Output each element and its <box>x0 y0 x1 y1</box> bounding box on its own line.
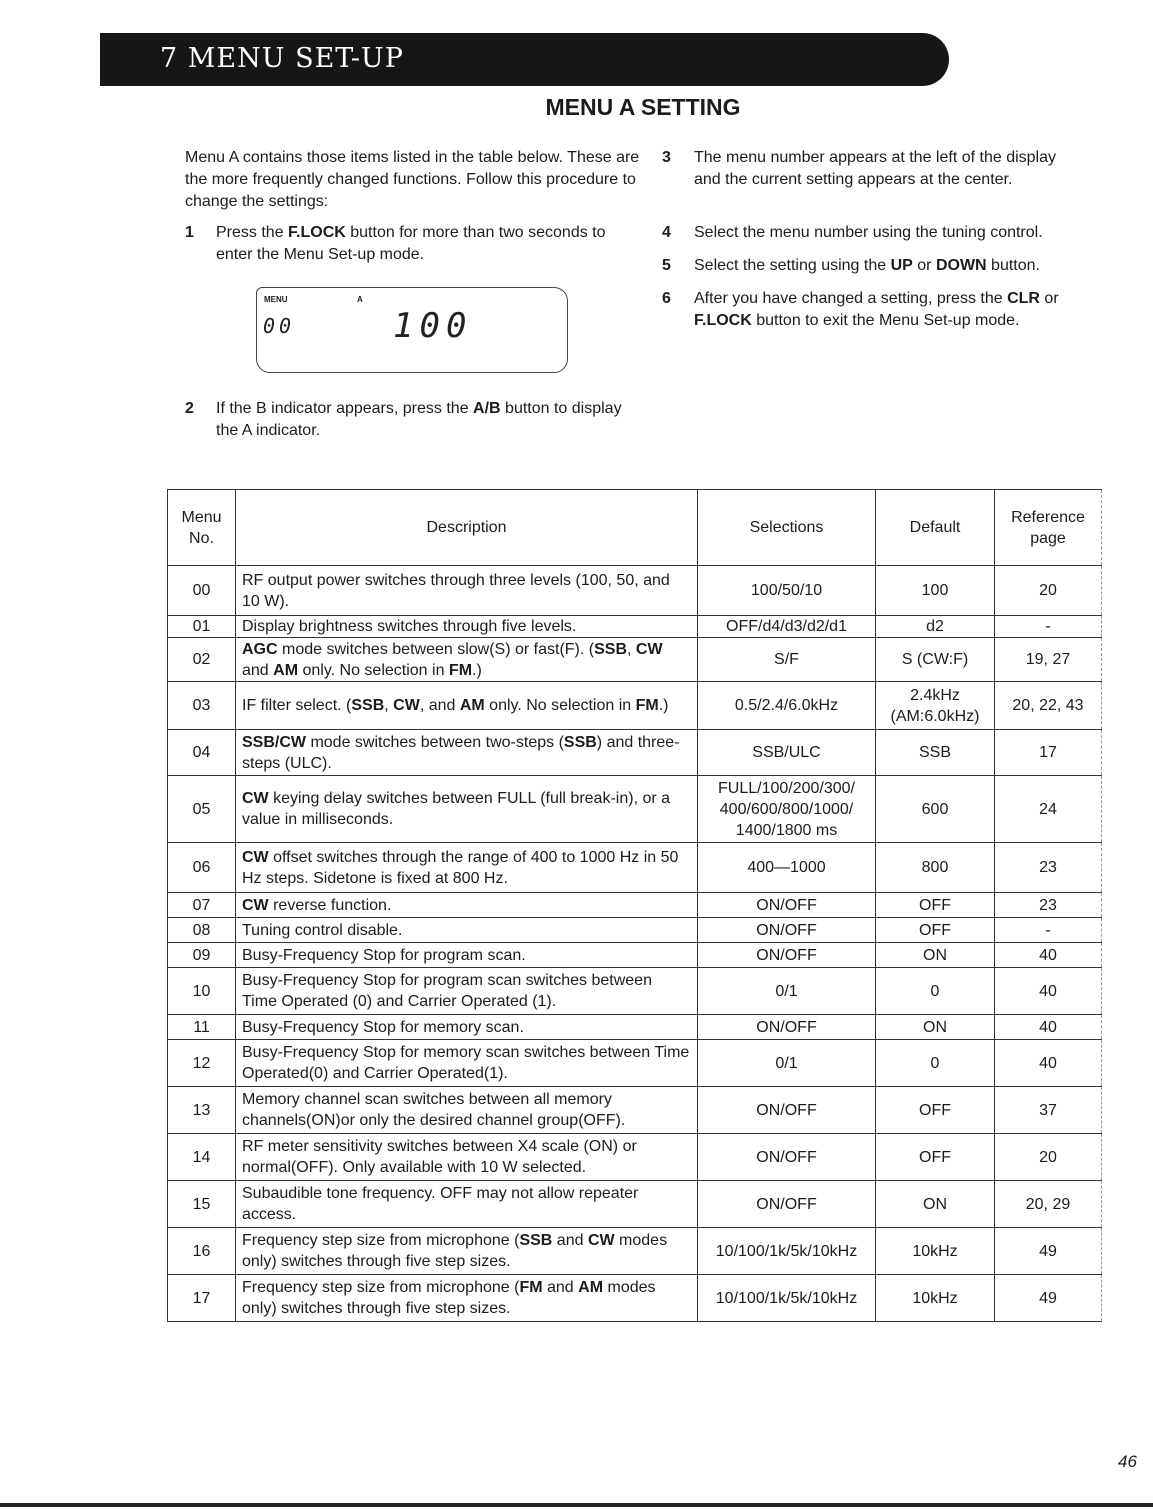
key-name: A/B <box>473 400 501 417</box>
selections-cell: ON/OFF <box>698 1015 876 1040</box>
table-row <box>168 566 1102 616</box>
default-cell: 0 <box>876 968 995 1015</box>
default-cell: S (CW:F) <box>876 638 995 682</box>
table-row <box>168 776 1102 843</box>
description-cell: CW offset switches through the range of 400 to 1000 Hz in 50 Hz steps. Sidetone is fixed at 800 Hz. <box>236 843 698 893</box>
reference-cell: 37 <box>995 1087 1102 1134</box>
selections-cell: ON/OFF <box>698 918 876 943</box>
page-number: 46 <box>1118 1452 1137 1471</box>
menu-number-cell: 16 <box>168 1228 236 1275</box>
header-menu-no: Menu No. <box>168 490 236 566</box>
reference-cell: - <box>995 918 1102 943</box>
description-cell: CW keying delay switches between FULL (full break-in), or a value in milliseconds. <box>236 776 698 843</box>
step-text-part: or <box>1039 290 1059 307</box>
description-cell: Subaudible tone frequency. OFF may not allow repeater access. <box>236 1181 698 1228</box>
table-row <box>168 943 1102 968</box>
selections-cell: 0/1 <box>698 968 876 1015</box>
table-row <box>168 638 1102 682</box>
selections-cell: 10/100/1k/5k/10kHz <box>698 1228 876 1275</box>
description-cell: Busy-Frequency Stop for memory scan. <box>236 1015 698 1040</box>
selections-cell: ON/OFF <box>698 1134 876 1181</box>
default-cell: d2 <box>876 616 995 638</box>
step-number: 2 <box>185 400 194 417</box>
lcd-a-indicator: A <box>357 295 363 304</box>
reference-cell: 17 <box>995 730 1102 776</box>
table-row <box>168 893 1102 918</box>
step-text <box>694 288 1094 332</box>
default-cell: 0 <box>876 1040 995 1087</box>
table-row <box>168 918 1102 943</box>
description-cell: Busy-Frequency Stop for program scan switches between Time Operated (0) and Carrier Operated (1). <box>236 968 698 1015</box>
default-cell: ON <box>876 943 995 968</box>
step-text <box>216 398 626 442</box>
table-row <box>168 1040 1102 1087</box>
reference-cell: 20, 29 <box>995 1181 1102 1228</box>
step-text: Select the menu number using the tuning control. <box>694 224 1043 241</box>
default-cell: OFF <box>876 1134 995 1181</box>
selections-cell: 400—1000 <box>698 843 876 893</box>
reference-cell: 49 <box>995 1228 1102 1275</box>
chapter-title: 7 MENU SET-UP <box>160 43 404 74</box>
selections-cell: SSB/ULC <box>698 730 876 776</box>
step-2 <box>185 398 645 444</box>
reference-cell: 19, 27 <box>995 638 1102 682</box>
selections-cell: ON/OFF <box>698 1181 876 1228</box>
menu-number-cell: 17 <box>168 1275 236 1322</box>
menu-number-cell: 15 <box>168 1181 236 1228</box>
default-cell: 800 <box>876 843 995 893</box>
menu-number-cell: 07 <box>168 893 236 918</box>
table-row <box>168 1275 1102 1322</box>
default-cell: ON <box>876 1181 995 1228</box>
description-cell: Memory channel scan switches between all memory channels(ON)or only the desired channel group(OFF). <box>236 1087 698 1134</box>
menu-number-cell: 09 <box>168 943 236 968</box>
table-row <box>168 968 1102 1015</box>
reference-cell: 40 <box>995 968 1102 1015</box>
step-3 <box>662 147 1102 213</box>
reference-cell: 20 <box>995 1134 1102 1181</box>
menu-number-cell: 06 <box>168 843 236 893</box>
default-cell: OFF <box>876 918 995 943</box>
step-text-part: button to exit the Menu Set-up mode. <box>751 312 1020 329</box>
selections-cell: 0.5/2.4/6.0kHz <box>698 682 876 730</box>
default-cell: 100 <box>876 566 995 616</box>
selections-cell: 100/50/10 <box>698 566 876 616</box>
header-selections: Selections <box>698 490 876 566</box>
selections-cell: S/F <box>698 638 876 682</box>
description-cell: Busy-Frequency Stop for memory scan switches between Time Operated(0) and Carrier Operated(1). <box>236 1040 698 1087</box>
step-text-part: Press the <box>216 224 289 241</box>
chapter-banner <box>100 33 949 86</box>
description-cell: CW reverse function. <box>236 893 698 918</box>
header-default: Default <box>876 490 995 566</box>
step-text <box>694 255 1099 277</box>
table-body <box>168 566 1102 1322</box>
table-row <box>168 1015 1102 1040</box>
menu-number-cell: 05 <box>168 776 236 843</box>
default-cell: OFF <box>876 893 995 918</box>
table-row <box>168 730 1102 776</box>
reference-cell: 20, 22, 43 <box>995 682 1102 730</box>
step-5 <box>662 255 1102 277</box>
bottom-rule <box>0 1503 1153 1507</box>
table-row <box>168 1228 1102 1275</box>
lcd-display <box>256 287 568 373</box>
reference-cell: 23 <box>995 843 1102 893</box>
table-row <box>168 1134 1102 1181</box>
table-row <box>168 1087 1102 1134</box>
menu-number-cell: 03 <box>168 682 236 730</box>
menu-number-cell: 12 <box>168 1040 236 1087</box>
lcd-menu-indicator: MENU <box>264 295 288 304</box>
key-name: DOWN <box>935 257 987 274</box>
description-cell: Display brightness switches through five levels. <box>236 616 698 638</box>
description-cell: Tuning control disable. <box>236 918 698 943</box>
table-row <box>168 616 1102 638</box>
default-cell: 10kHz <box>876 1228 995 1275</box>
page-title: MENU A SETTING <box>545 94 741 120</box>
menu-number-cell: 02 <box>168 638 236 682</box>
description-cell: Frequency step size from microphone (FM and AM modes only) switches through five step sizes. <box>236 1275 698 1322</box>
reference-cell: 40 <box>995 943 1102 968</box>
key-name: UP <box>890 257 913 274</box>
default-cell: ON <box>876 1015 995 1040</box>
menu-number-cell: 10 <box>168 968 236 1015</box>
step-text-part: Select the setting using the <box>694 257 891 274</box>
step-6 <box>662 288 1102 332</box>
selections-cell: ON/OFF <box>698 943 876 968</box>
step-number: 5 <box>662 257 671 274</box>
selections-cell: OFF/d4/d3/d2/d1 <box>698 616 876 638</box>
lcd-menu-number: 00 <box>263 314 296 338</box>
header-description: Description <box>236 490 698 566</box>
menu-number-cell: 13 <box>168 1087 236 1134</box>
menu-number-cell: 11 <box>168 1015 236 1040</box>
step-number: 1 <box>185 224 194 241</box>
reference-cell: 49 <box>995 1275 1102 1322</box>
selections-cell: ON/OFF <box>698 893 876 918</box>
menu-number-cell: 01 <box>168 616 236 638</box>
selections-cell: 10/100/1k/5k/10kHz <box>698 1275 876 1322</box>
default-cell: 2.4kHz (AM:6.0kHz) <box>876 682 995 730</box>
header-reference-page: Reference page <box>995 490 1102 566</box>
table-header-row <box>168 490 1102 566</box>
step-text-part: After you have changed a setting, press the <box>694 290 1008 307</box>
default-cell: OFF <box>876 1087 995 1134</box>
menu-number-cell: 00 <box>168 566 236 616</box>
table-row <box>168 843 1102 893</box>
step-text-part: If the B indicator appears, press the <box>216 400 474 417</box>
step-number: 4 <box>662 224 671 241</box>
step-text-part: button to display the A indicator. <box>216 400 622 439</box>
step-text-part: or <box>912 257 936 274</box>
selections-cell: FULL/100/200/300/ 400/600/800/1000/ 1400/1800 ms <box>698 776 876 843</box>
table-row <box>168 682 1102 730</box>
menu-number-cell: 08 <box>168 918 236 943</box>
reference-cell: 23 <box>995 893 1102 918</box>
step-1 <box>185 222 645 268</box>
description-cell: Frequency step size from microphone (SSB and CW modes only) switches through five step sizes. <box>236 1228 698 1275</box>
description-cell: AGC mode switches between slow(S) or fast(F). (SSB, CW and AM only. No selection in FM.) <box>236 638 698 682</box>
reference-cell: 24 <box>995 776 1102 843</box>
description-cell: RF output power switches through three levels (100, 50, and 10 W). <box>236 566 698 616</box>
reference-cell: 20 <box>995 566 1102 616</box>
lcd-current-value: 100 <box>393 306 473 346</box>
intro-paragraph: Menu A contains those items listed in the table below. These are the more frequently changed functions. Follow this procedure to change the settings: <box>185 149 640 210</box>
key-name: CLR <box>1007 290 1040 307</box>
menu-number-cell: 04 <box>168 730 236 776</box>
default-cell: 600 <box>876 776 995 843</box>
description-cell: Busy-Frequency Stop for program scan. <box>236 943 698 968</box>
step-text: The menu number appears at the left of the display and the current setting appears at the center. <box>694 149 1056 188</box>
default-cell: SSB <box>876 730 995 776</box>
description-cell: IF filter select. (SSB, CW, and AM only. No selection in FM.) <box>236 682 698 730</box>
reference-cell: 40 <box>995 1015 1102 1040</box>
step-text-part: button for more than two seconds to enter the Menu Set-up mode. <box>216 224 606 263</box>
default-cell: 10kHz <box>876 1275 995 1322</box>
step-4 <box>662 222 1102 244</box>
reference-cell: - <box>995 616 1102 638</box>
step-number: 6 <box>662 290 671 307</box>
key-name: F.LOCK <box>288 224 346 241</box>
menu-a-table <box>167 489 1102 1322</box>
description-cell: RF meter sensitivity switches between X4 scale (ON) or normal(OFF). Only available with 10 W selected. <box>236 1134 698 1181</box>
key-name: F.LOCK <box>694 312 752 329</box>
step-number: 3 <box>662 149 671 166</box>
reference-cell: 40 <box>995 1040 1102 1087</box>
selections-cell: ON/OFF <box>698 1087 876 1134</box>
selections-cell: 0/1 <box>698 1040 876 1087</box>
description-cell: SSB/CW mode switches between two-steps (SSB) and three-steps (ULC). <box>236 730 698 776</box>
step-text <box>216 222 621 266</box>
menu-number-cell: 14 <box>168 1134 236 1181</box>
table-row <box>168 1181 1102 1228</box>
step-text-part: button. <box>986 257 1040 274</box>
